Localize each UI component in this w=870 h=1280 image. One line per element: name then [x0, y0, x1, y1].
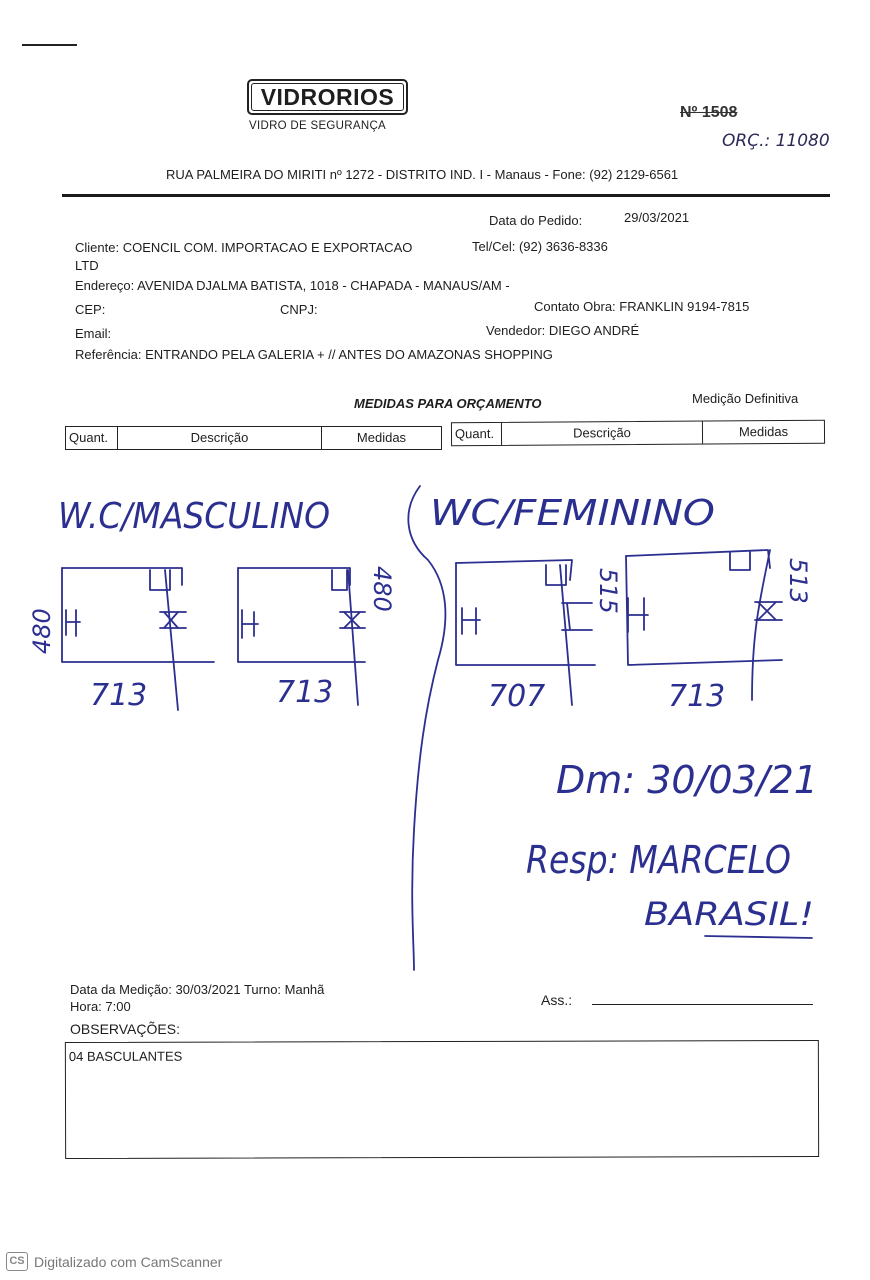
note-responsible-surname: BARASIL! [644, 895, 814, 933]
contact-info: Contato Obra: FRANKLIN 9194-7815 [534, 299, 750, 314]
observations-text: 04 BASCULANTES [68, 1048, 183, 1064]
col-medidas: Medidas [356, 430, 407, 445]
section-title: MEDIDAS PARA ORÇAMENTO [354, 396, 542, 411]
width-2: 713 [276, 675, 334, 710]
width-3: 707 [488, 679, 546, 714]
height-3: 515 [594, 568, 622, 614]
sketch-divider [408, 486, 445, 970]
window-sketch-4 [626, 550, 782, 700]
signature-line [592, 1004, 813, 1005]
orc-handwritten: ORÇ.: 11080 [722, 131, 830, 151]
company-address: RUA PALMEIRA DO MIRITI nº 1272 - DISTRITO IND. I - Manaus - Fone: (92) 2129-6561 [166, 167, 679, 182]
measurement-status: Medição Definitiva [692, 391, 799, 406]
client-line2: LTD [75, 258, 99, 273]
note-date: Dm: 30/03/21 [556, 758, 818, 802]
sketch-title-right: WC/FEMININO [430, 493, 715, 534]
signature-underline [705, 936, 812, 938]
camscanner-icon: CS [6, 1252, 28, 1271]
cnpj-label: CNPJ: [280, 302, 318, 317]
signature-label: Ass.: [541, 992, 573, 1008]
logo-text: VIDRORIOS [251, 83, 404, 111]
client-address: Endereço: AVENIDA DJALMA BATISTA, 1018 - CHAPADA - MANAUS/AM - [75, 278, 510, 293]
col-descricao: Descrição [502, 422, 703, 445]
height-4: 513 [784, 558, 812, 604]
col-descricao: Descrição [118, 427, 322, 449]
order-date-value: 29/03/2021 [624, 210, 690, 225]
observations-label: OBSERVAÇÕES: [70, 1021, 180, 1037]
col-quant: Quant. [66, 427, 118, 449]
width-4: 713 [668, 679, 726, 714]
cep-label: CEP: [75, 302, 106, 317]
client-line1: Cliente: COENCIL COM. IMPORTACAO E EXPORTACAO [75, 240, 413, 255]
logo-tagline: VIDRO DE SEGURANÇA [249, 120, 387, 132]
col-quant: Quant. [452, 423, 502, 445]
measurement-date: Data da Medição: 30/03/2021 Turno: Manhã [70, 982, 325, 997]
measurement-time: Hora: 7:00 [70, 999, 131, 1014]
height-2: 480 [368, 566, 396, 612]
observations-box [65, 1040, 819, 1159]
order-number: Nº 1508 [680, 104, 738, 121]
email-label: Email: [75, 326, 112, 341]
order-date-label: Data do Pedido: [489, 213, 583, 228]
note-responsible: Resp: MARCELO [526, 838, 791, 882]
height-1: 480 [28, 608, 56, 654]
seller-info: Vendedor: DIEGO ANDRÉ [486, 323, 640, 338]
scanner-text: Digitalizado com CamScanner [34, 1253, 223, 1270]
scanner-watermark [6, 1252, 222, 1271]
width-1: 713 [90, 678, 148, 713]
sketch-title-left: W.C/MASCULINO [58, 496, 330, 537]
client-phone: Tel/Cel: (92) 3636-8336 [472, 239, 608, 254]
col-medidas: Medidas [738, 423, 789, 440]
reference-info: Referência: ENTRANDO PELA GALERIA + // ANTES DO AMAZONAS SHOPPING [75, 347, 553, 362]
